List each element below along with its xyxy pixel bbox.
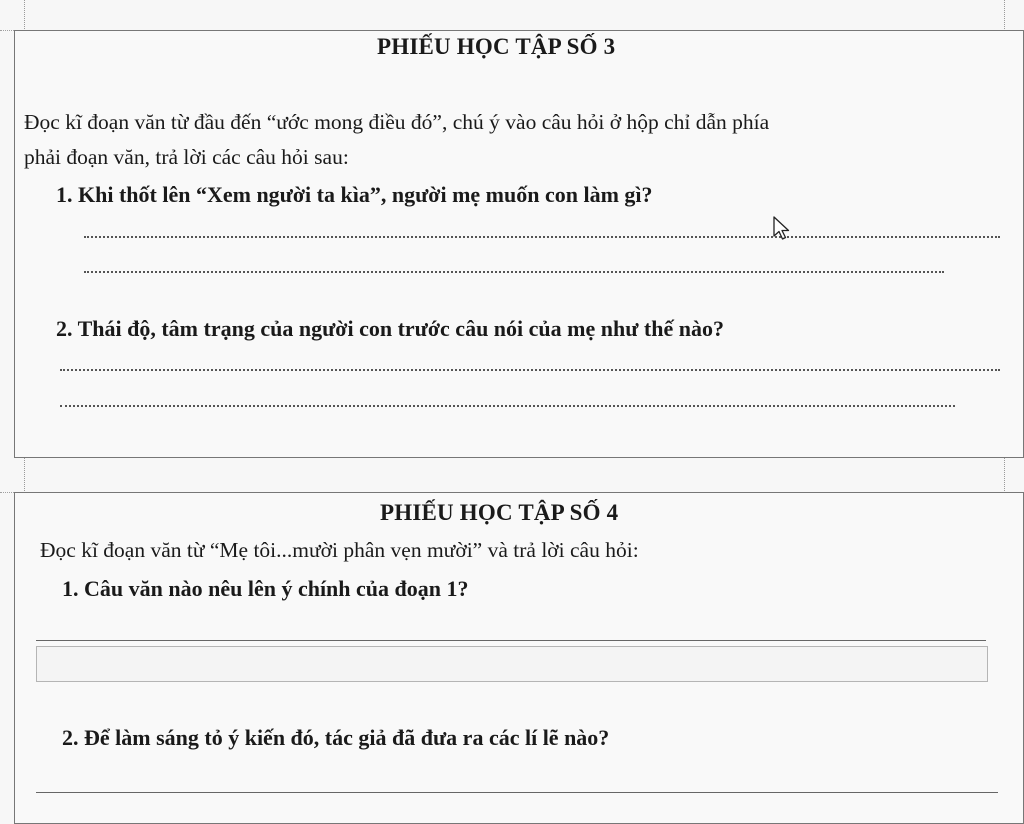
worksheet-3-intro-line-1: Đọc kĩ đoạn văn từ đầu đến “ước mong điều đó”, chú ý vào câu hỏi ở hộp chỉ dẫn phía — [24, 110, 770, 134]
worksheet-3-question-1: 1. Khi thốt lên “Xem người ta kìa”, người mẹ muốn con làm gì? — [56, 182, 653, 207]
worksheet-3-question-2: 2. Thái độ, tâm trạng của người con trước câu nói của mẹ như thế nào? — [56, 316, 724, 341]
worksheet-4-intro: Đọc kĩ đoạn văn từ “Mẹ tôi...mười phân vẹn mười” và trả lời câu hỏi: — [40, 538, 639, 562]
answer-line[interactable] — [84, 236, 1000, 238]
mouse-pointer-icon — [772, 216, 792, 242]
answer-line[interactable] — [36, 792, 998, 793]
worksheet-3-intro-line-2: phải đoạn văn, trả lời các câu hỏi sau: — [24, 145, 349, 169]
answer-line[interactable] — [60, 405, 955, 407]
answer-line[interactable] — [84, 271, 944, 273]
worksheet-3-title: PHIẾU HỌC TẬP SỐ 3 — [377, 34, 616, 59]
worksheet-4-question-2: 2. Để làm sáng tỏ ý kiến đó, tác giả đã đưa ra các lí lẽ nào? — [62, 725, 610, 750]
answer-line[interactable] — [36, 640, 986, 641]
answer-field[interactable] — [36, 646, 988, 682]
worksheet-4-question-1: 1. Câu văn nào nêu lên ý chính của đoạn 1? — [62, 576, 469, 601]
answer-line[interactable] — [60, 369, 1000, 371]
worksheet-3-box — [14, 30, 1024, 458]
worksheet-4-title: PHIẾU HỌC TẬP SỐ 4 — [380, 500, 619, 525]
